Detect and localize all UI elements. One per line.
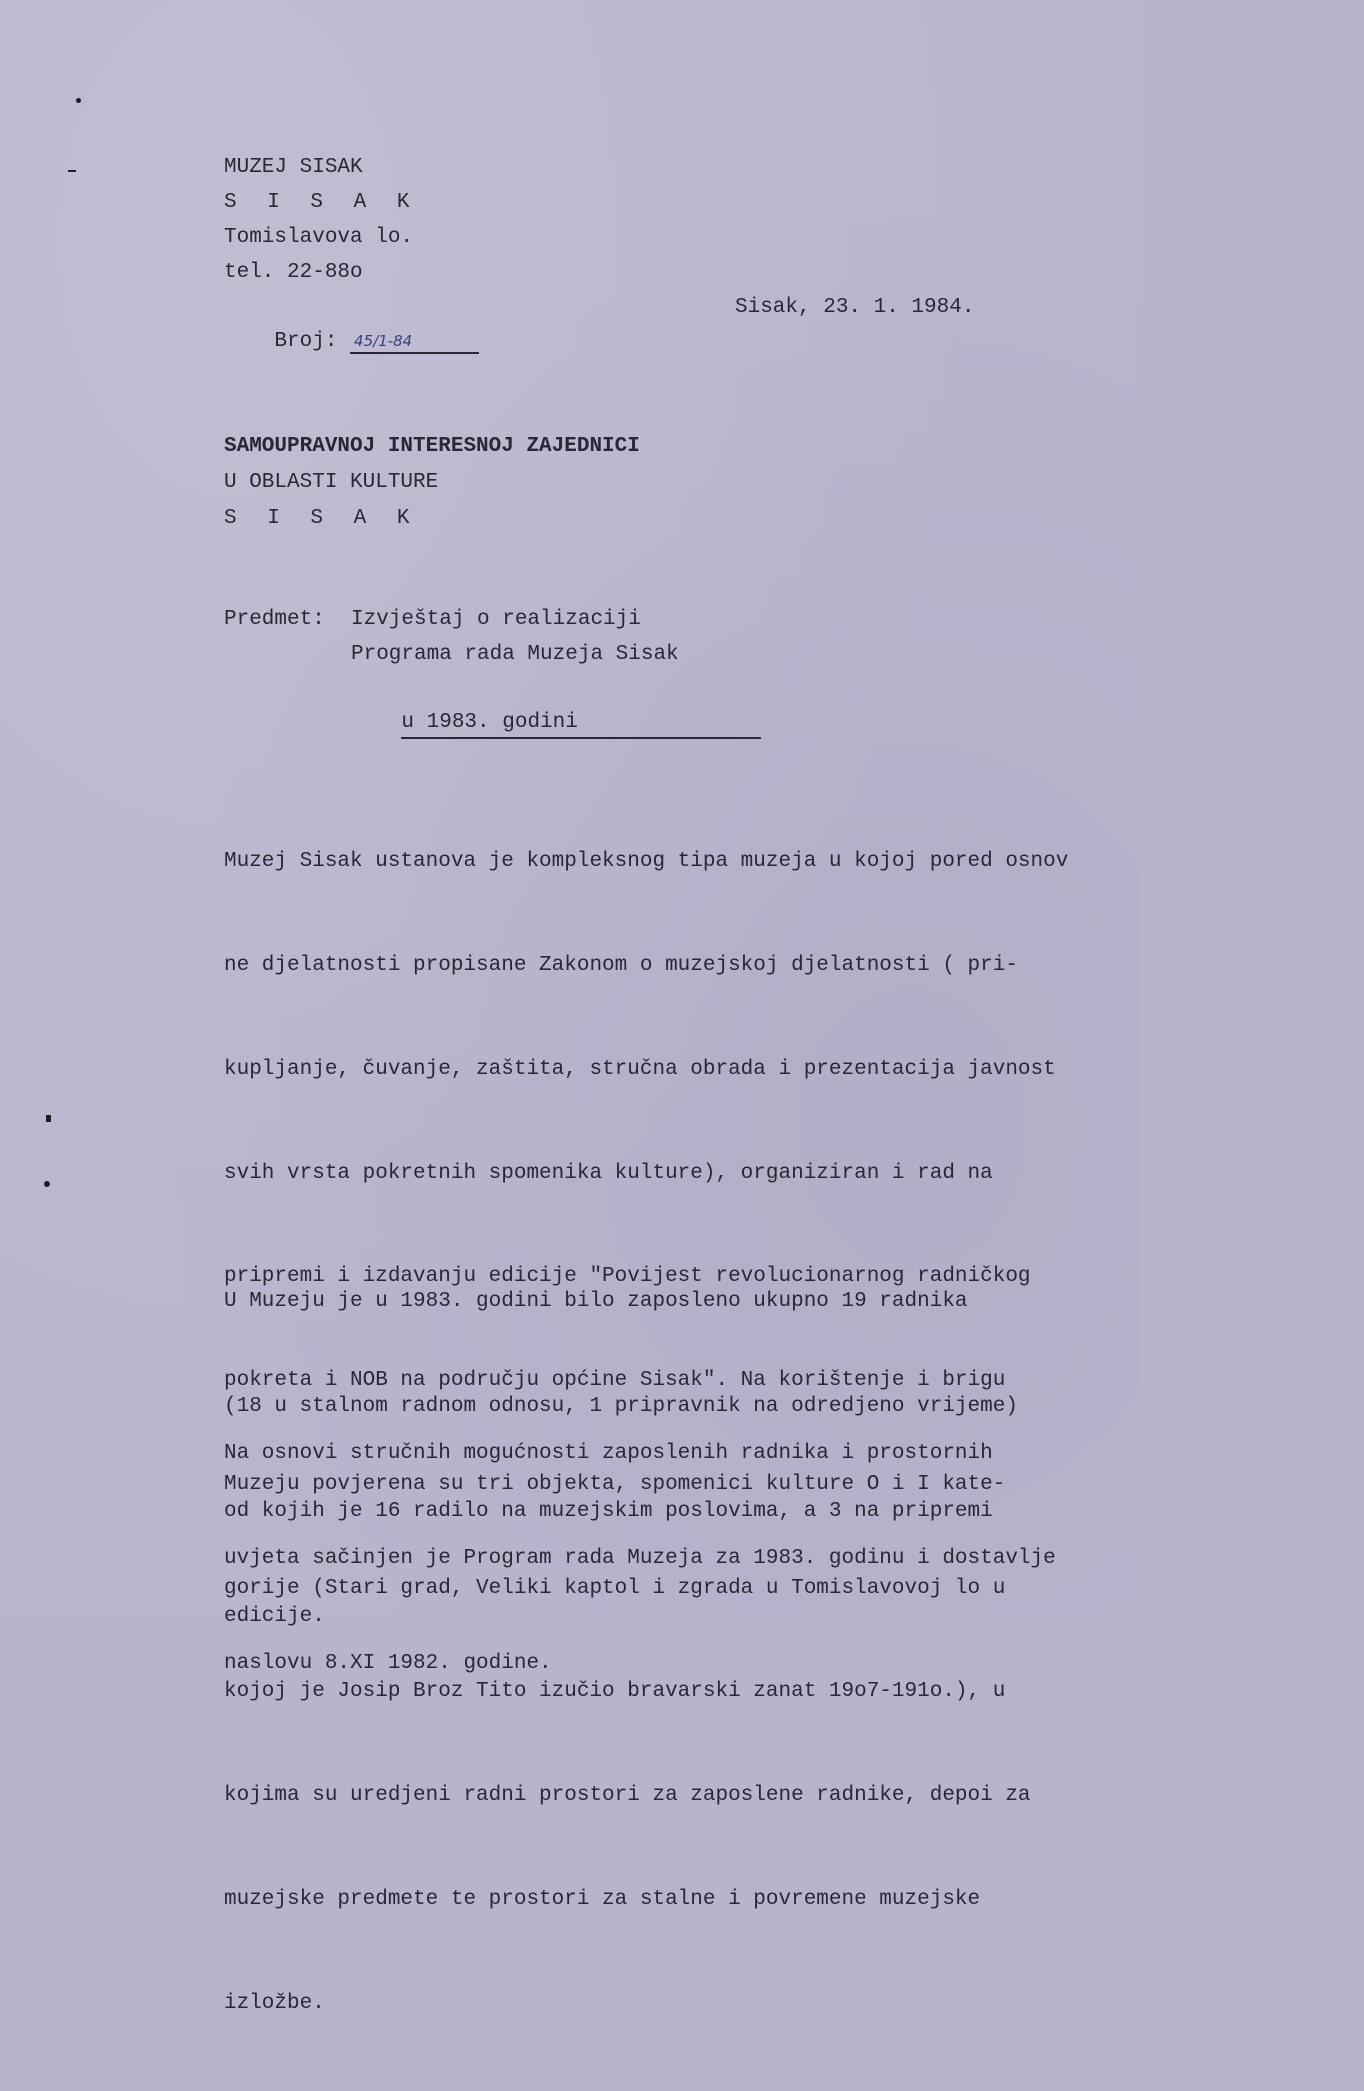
sender-name: MUZEJ SISAK <box>224 156 363 179</box>
paragraph-3 <box>224 1366 1364 1751</box>
paragraph-line: muzejske predmete te prostori za stalne i povremene muzejske <box>224 1888 981 1911</box>
sender-phone: tel. 22-88o <box>224 261 363 284</box>
recipient-line-3: S I S A K <box>224 507 419 530</box>
paragraph-line: naslovu 8.XI 1982. godine. <box>224 1652 552 1675</box>
reference-line <box>224 291 479 393</box>
binding-mark <box>44 1181 50 1187</box>
subject-label: Predmet: <box>224 608 325 631</box>
subject-line-3-text: u 1983. godini <box>401 709 761 739</box>
paragraph-line: edicije. <box>224 1605 325 1628</box>
paragraph-line: kojoj je Josip Broz Tito izučio bravarski zanat 19o7-191o.), u <box>224 1680 1006 1704</box>
paragraph-line: Muzeju povjerena su tri objekta, spomenici kulture O i I kate- <box>224 1472 1006 1496</box>
paragraph-line: Na osnovi stručnih mogućnosti zaposlenih radnika i prostornih <box>224 1442 993 1465</box>
paragraph-line: pripremi i izdavanju edicije "Povijest revolucionarnog radničkog <box>224 1265 1031 1289</box>
paragraph-line: kupljanje, čuvanje, zaštita, stručna obrada i prezentacija javnost <box>224 1057 1056 1081</box>
recipient-line-1: SAMOUPRAVNOJ INTERESNOJ ZAJEDNICI <box>224 435 640 458</box>
paragraph-line: kojima su uredjeni radni prostori za zaposlene radnike, depoi za <box>224 1784 1031 1808</box>
paragraph-line: ne djelatnosti propisane Zakonom o muzejskoj djelatnosti ( pri- <box>224 953 1018 977</box>
sender-address: Tomislavova lo. <box>224 226 414 249</box>
binding-mark <box>76 98 81 103</box>
paragraph-line: gorije (Stari grad, Veliki kaptol i zgrada u Tomislavovoj lo u <box>224 1576 1006 1600</box>
sender-city: S I S A K <box>224 191 419 214</box>
paragraph-line: U Muzeju je u 1983. godini bilo zaposleno ukupno 19 radnika <box>224 1290 968 1313</box>
subject-line-2: Programa rada Muzeja Sisak <box>351 643 679 666</box>
paragraph-line: pokreta i NOB na području općine Sisak". Na korištenje i brigu <box>224 1369 1006 1393</box>
paragraph-line: (18 u stalnom radnom odnosu, 1 pripravnik na odredjeno vrijeme) <box>224 1395 1018 1418</box>
binding-mark <box>46 1115 51 1122</box>
reference-label: Broj: <box>274 330 338 353</box>
reference-number: 45/1-84 <box>350 330 479 354</box>
recipient-line-2: U OBLASTI KULTURE <box>224 471 439 494</box>
subject-line-3 <box>351 672 761 774</box>
subject-line-1: Izvještaj o realizaciji <box>351 608 641 631</box>
paragraph-line: svih vrsta pokretnih spomenika kulture), organiziran i rad na <box>224 1161 993 1185</box>
paragraph-line: izložbe. <box>224 1991 325 2015</box>
binding-mark <box>68 170 76 172</box>
paragraph-line: od kojih je 16 radilo na muzejskim poslovima, a 3 na pripremi <box>224 1500 993 1523</box>
letter-date: Sisak, 23. 1. 1984. <box>735 296 975 319</box>
paragraph-line: uvjeta sačinjen je Program rada Muzeja za 1983. godinu i dostavlje <box>224 1547 1056 1570</box>
paragraph-line: Muzej Sisak ustanova je kompleksnog tipa muzeja u kojoj pored osnov <box>224 850 1069 874</box>
